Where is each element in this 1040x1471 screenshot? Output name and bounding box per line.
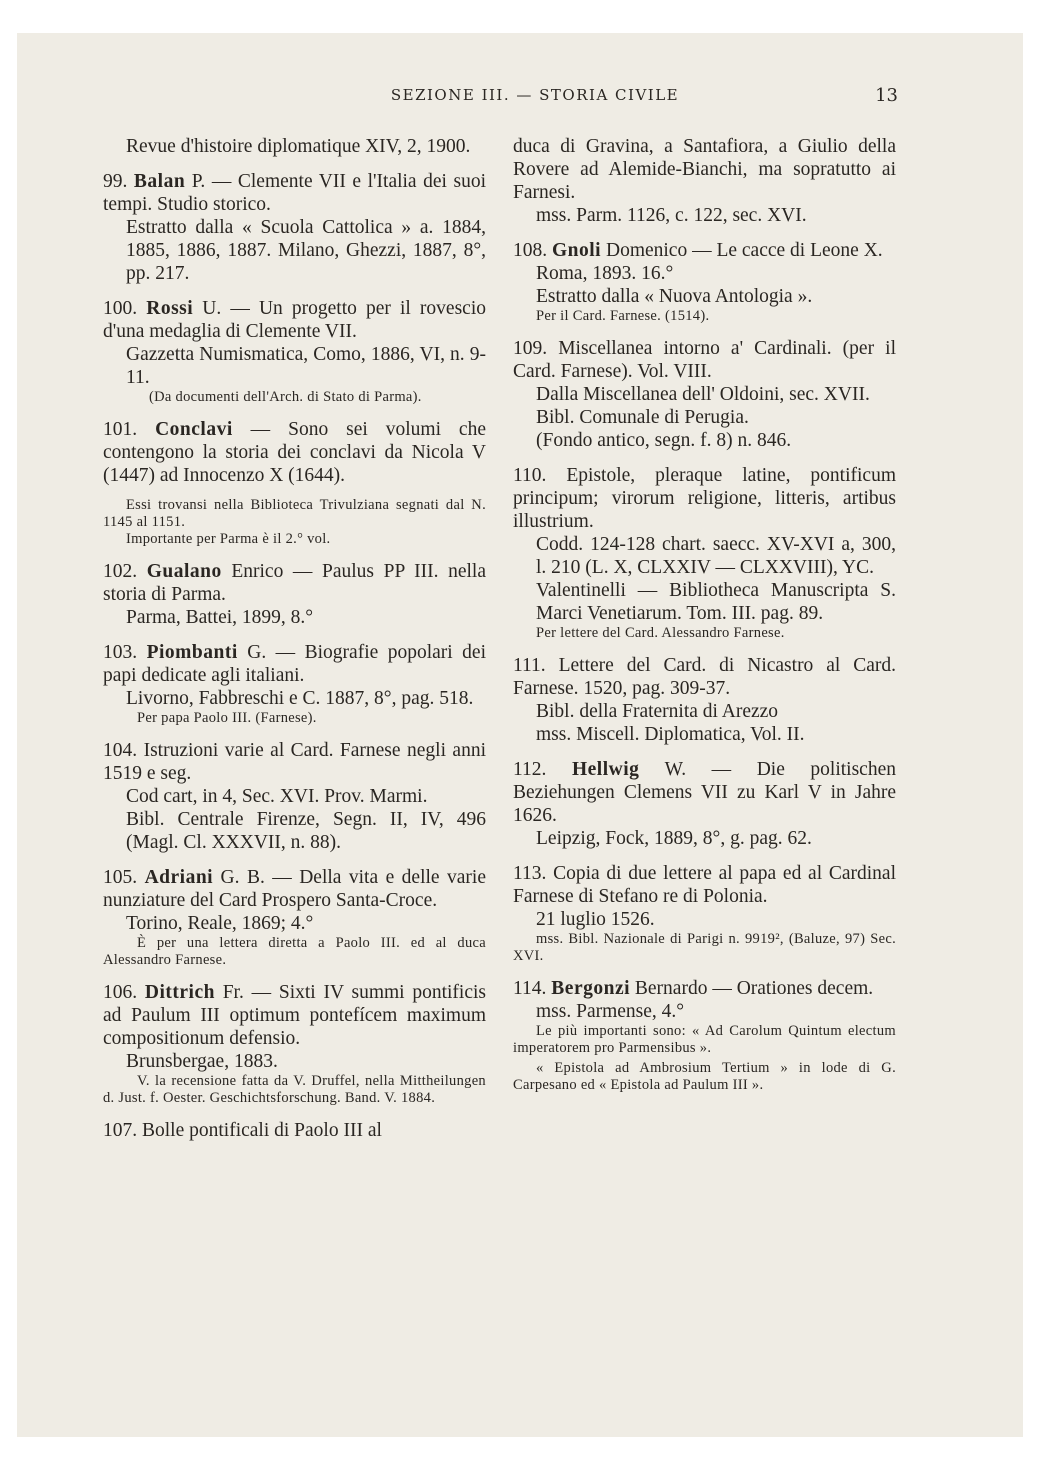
- entry-note: (Da documenti dell'Arch. di Stato di Parma).: [149, 389, 422, 405]
- entry-location: mss. Parmense, 4.°: [536, 1001, 685, 1022]
- entry-number: 100.: [103, 298, 138, 319]
- entry-title: W. — Die politischen Beziehungen Clemens VII zu Karl V in Jahre 1626.: [513, 759, 896, 826]
- entry-publication: Brunsbergae, 1883.: [126, 1051, 278, 1072]
- entry-title: Copia di due lettere al papa ed al Cardinal Farnese di Stefano re di Polonia.: [513, 863, 896, 907]
- entry-number: 101.: [103, 419, 138, 440]
- section-title: SEZIONE III. — STORIA CIVILE: [390, 86, 680, 104]
- entry-113: [513, 862, 896, 965]
- entry-103: [103, 641, 486, 727]
- entry-number: 107.: [103, 1120, 138, 1141]
- entry-number: 103.: [103, 642, 138, 663]
- entry-date: 21 luglio 1526.: [536, 909, 655, 930]
- entry-note: mss. Bibl. Nazionale di Parigi n. 9919², (Baluze, 97) Sec. XVI.: [513, 931, 896, 964]
- entry-text: duca di Gravina, a Santafiora, a Giulio della Rovere ad Alemide-Bianchi, ma sopratutto ai Farnesi.: [513, 136, 896, 203]
- entry-title: G. B. — Della vita e delle varie nunziature del Card Prospero Santa-Croce.: [103, 867, 486, 911]
- entry-title: Domenico — Le cacce di Leone X.: [601, 240, 883, 261]
- entry-number: 110.: [513, 465, 547, 486]
- entry-location: Bibl. della Fraternita di Arezzo: [536, 701, 779, 722]
- author-name: Gualano: [146, 561, 222, 582]
- author-name: Adriani: [144, 867, 214, 888]
- author-name: Piombanti: [146, 642, 238, 663]
- entry-title: G. — Biografie popolari dei papi dedicate agli italiani.: [103, 642, 487, 686]
- entry-114: [513, 977, 896, 1094]
- running-header: [17, 86, 1023, 110]
- entry-location: (Fondo antico, segn. f. 8) n. 846.: [536, 430, 792, 451]
- entry-location: mss. Miscell. Diplomatica, Vol. II.: [536, 724, 805, 745]
- left-column: [103, 135, 486, 1154]
- entry-publication: Codd. 124-128 chart. saecc. XV-XVI a, 300, l. 210 (L. X, CLXXIV — CLXXVIII), YC.: [536, 534, 896, 578]
- entry-location: Bibl. Centrale Firenze, Segn. II, IV, 496 (Magl. Cl. XXXVII, n. 88).: [126, 809, 486, 853]
- entry-note: Le più importanti sono: « Ad Carolum Quintum electum imperatorem pro Parmensibus ».: [513, 1023, 896, 1056]
- entry-title: — Sono sei volumi che contengono la storia dei conclavi da Nicola V (1447) ad Innocenzo X (1644).: [103, 419, 486, 486]
- document-page: [17, 33, 1023, 1437]
- entry-note: Per lettere del Card. Alessandro Farnese.: [536, 625, 785, 641]
- author-name: Bergonzi: [551, 978, 631, 999]
- entry-number: 108.: [513, 240, 548, 261]
- entry-text: Revue d'histoire diplomatique XIV, 2, 1900.: [126, 136, 471, 157]
- entry-note: È per una lettera diretta a Paolo III. ed al duca Alessandro Farnese.: [103, 935, 486, 968]
- entry-title: Miscellanea intorno a' Cardinali. (per il Card. Farnese). Vol. VIII.: [513, 338, 896, 382]
- entry-105: [103, 866, 486, 969]
- entry-note: V. la recensione fatta da V. Druffel, nella Mittheilungen d. Just. f. Oester. Geschichtsforschung. Band. V. 1884.: [103, 1073, 486, 1106]
- entry-112: [513, 758, 896, 850]
- entry-publication: Torino, Reale, 1869; 4.°: [126, 913, 314, 934]
- entry-publication: Livorno, Fabbreschi e C. 1887, 8°, pag. 518.: [126, 688, 474, 709]
- entry-title: Epistole, pleraque latine, pontificum principum; virorum religione, litteris, artibus illustrium.: [513, 465, 896, 532]
- entry-title: P. — Clemente VII e l'Italia dei suoi tempi. Studio storico.: [103, 171, 486, 215]
- author-name: Hellwig: [571, 759, 640, 780]
- author-name: Conclavi: [155, 419, 233, 440]
- entry-106: [103, 981, 486, 1107]
- entry-publication: Gazzetta Numismatica, Como, 1886, VI, n. 9-11.: [126, 344, 486, 388]
- entry-102: [103, 560, 486, 629]
- entry-number: 112.: [513, 759, 547, 780]
- entry-publication: Estratto dalla « Scuola Cattolica » a. 1884, 1885, 1886, 1887. Milano, Ghezzi, 1887, 8°, pp. 217.: [126, 217, 486, 284]
- entry-continuation: [513, 135, 896, 227]
- entry-note: Essi trovansi nella Biblioteca Trivulziana segnati dal N. 1145 al 1151.: [103, 497, 486, 530]
- entry-number: 111.: [513, 655, 546, 676]
- entry-note: Per papa Paolo III. (Farnese).: [137, 710, 317, 726]
- entry-note: Importante per Parma è il 2.° vol.: [126, 531, 331, 547]
- entry-location: Bibl. Comunale di Perugia.: [536, 407, 749, 428]
- entry-number: 106.: [103, 982, 138, 1003]
- entry-110: [513, 464, 896, 642]
- author-name: Rossi: [146, 298, 194, 319]
- right-column: [513, 135, 896, 1106]
- entry-title: Bernardo — Orationes decem.: [630, 978, 874, 999]
- entry-104: [103, 739, 486, 854]
- entry-note: « Epistola ad Ambrosium Tertium » in lode di G. Carpesano ed « Epistola ad Paulum III ».: [513, 1060, 896, 1093]
- entry-number: 99.: [103, 171, 128, 192]
- entry-number: 105.: [103, 867, 138, 888]
- entry-publication: Parma, Battei, 1899, 8.°: [126, 607, 314, 628]
- entry-publication: Cod cart, in 4, Sec. XVI. Prov. Marmi.: [126, 786, 428, 807]
- entry-number: 113.: [513, 863, 547, 884]
- entry-publication: Estratto dalla « Nuova Antologia ».: [536, 286, 813, 307]
- entry-continuation: [103, 135, 486, 158]
- author-name: Gnoli: [552, 240, 602, 261]
- entry-title: U. — Un progetto per il rovescio d'una medaglia di Clemente VII.: [103, 298, 486, 342]
- entry-publication: Leipzig, Fock, 1889, 8°, g. pag. 62.: [536, 828, 812, 849]
- entry-108: [513, 239, 896, 325]
- page-number: 13: [875, 85, 898, 106]
- entry-number: 104.: [103, 740, 138, 761]
- entry-111: [513, 654, 896, 746]
- entry-109: [513, 337, 896, 452]
- author-name: Balan: [133, 171, 186, 192]
- entry-title: Lettere del Card. di Nicastro al Card. Farnese. 1520, pag. 309-37.: [513, 655, 896, 699]
- entry-note: Per il Card. Farnese. (1514).: [536, 308, 710, 324]
- entry-number: 102.: [103, 561, 138, 582]
- entry-title: Bolle pontificali di Paolo III al: [137, 1120, 382, 1141]
- entry-location: mss. Parm. 1126, c. 122, sec. XVI.: [536, 205, 807, 226]
- entry-107: [103, 1119, 486, 1142]
- entry-publication: Dalla Miscellanea dell' Oldoini, sec. XVII.: [536, 384, 870, 405]
- entry-99: [103, 170, 486, 285]
- entry-number: 109.: [513, 338, 548, 359]
- entry-101: [103, 418, 486, 548]
- entry-number: 114.: [513, 978, 547, 999]
- entry-title: Istruzioni varie al Card. Farnese negli anni 1519 e seg.: [103, 740, 486, 784]
- entry-reference: Valentinelli — Bibliotheca Manuscripta S. Marci Venetiarum. Tom. III. pag. 89.: [536, 580, 896, 624]
- entry-title: Fr. — Sixti IV summi pontificis ad Paulum III optimum pontefícem maximum compositionum defensio.: [103, 982, 486, 1049]
- author-name: Dittrich: [144, 982, 215, 1003]
- entry-100: [103, 297, 486, 406]
- entry-title: Enrico — Paulus PP III. nella storia di Parma.: [103, 561, 487, 605]
- entry-publication: Roma, 1893. 16.°: [536, 263, 674, 284]
